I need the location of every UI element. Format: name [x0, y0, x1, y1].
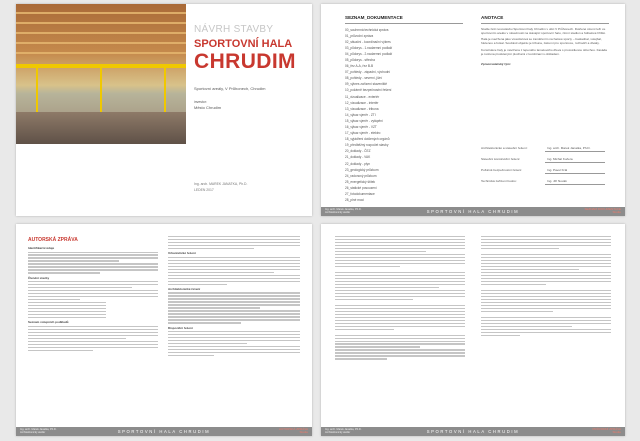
- sports-hall-photo: [16, 4, 186, 144]
- toc-item: 24_radonový průzkum: [345, 173, 377, 178]
- report-section-heading: Dispoziční řešení: [168, 325, 193, 330]
- toc-item: 07_pohledy - západní, východní: [345, 70, 391, 75]
- footer-project: SPORTOVNÍ HALA CHRUDIM: [426, 428, 520, 434]
- footer-phase: Studie: [612, 430, 621, 435]
- team-role: Technická zařízení budov:: [481, 179, 517, 183]
- report-section-heading: Urbanistické řešení: [168, 251, 196, 256]
- toc-item: 09_výkres zařízení staveniště: [345, 82, 387, 87]
- toc-item: 18_vyjádření dotčených orgánů: [345, 137, 390, 142]
- report-section-heading: Architektonické řešení: [168, 286, 201, 291]
- toc-item: 10_požárně bezpečnostní řešení: [345, 88, 392, 93]
- page-footer: [321, 427, 625, 436]
- team-name: Ing. Jiří Novák: [547, 179, 567, 183]
- annotation-paragraph: Konstrukce haly je navržena z lepeného lamelového dřeva s prosvětlenou střechou. Fasáda je tvořena prosklenými plochami v kombinaci s obkladem.: [481, 47, 607, 56]
- footer-studio: Architektonický ateliér: [20, 431, 46, 434]
- toc-item: 25_energetický štítek: [345, 179, 376, 184]
- team-name: Ing. Michal Kučera: [547, 157, 573, 161]
- report-section-heading: Členění stavby: [28, 275, 50, 280]
- toc-item: 08_pohledy - severní, jižní: [345, 76, 383, 81]
- cover-date: LEDEN 2017: [194, 188, 214, 192]
- footer-section: AUTORSKÁ ZPRÁVA: [278, 427, 308, 431]
- toc-item: 26_statické posouzení: [345, 185, 377, 190]
- team-title: Zpracovatelský tým:: [481, 62, 511, 67]
- investor-label: investor:: [194, 100, 207, 104]
- page-footer: [321, 207, 625, 216]
- toc-item: 27_fotodokumentace: [345, 192, 375, 197]
- toc-item: 04_půdorys - 2.nadzemní podlaží: [345, 51, 393, 56]
- toc-item: 02_situační - koordinační výkres: [345, 39, 391, 44]
- footer-section: PRŮVODNÍ ZPRÁVA: [592, 427, 621, 431]
- footer-phase: Studie: [299, 430, 308, 435]
- toc-item: 03_půdorys - 1.nadzemní podlaží: [345, 45, 393, 50]
- toc-item: 13_vizualizace - tribuna: [345, 106, 379, 111]
- footer-studio: Architektonický ateliér: [325, 211, 351, 214]
- team-role: Architektonické a stavební řešení:: [481, 146, 528, 150]
- toc-item: 15_výkaz výměr - vytápění: [345, 118, 383, 123]
- toc-item: 14_výkaz výměr - ZTI: [345, 112, 376, 117]
- annotation-paragraph: Hala je navržena jako víceúčelová se zaměřením na halové sporty – basketbal, volejbal, házenou a futsal. Součástí objektu je tribuna, zázemí pro sportovce, rozhodčí a diváky.: [481, 37, 602, 46]
- cover-heading-red: SPORTOVNÍ HALA: [194, 38, 293, 50]
- cover-subtitle: Sportovní areály, V Průhonech, Chrudim: [194, 86, 266, 91]
- toc-item: 21_doklady - VAK: [345, 155, 371, 160]
- footer-author: Ing. arch. Marek Janatka, Ph.D.: [20, 428, 57, 431]
- toc-list: [345, 27, 463, 204]
- report-section-heading: Seznam vstupních podkladů: [28, 320, 69, 325]
- toc-item: 28_plné moci: [345, 198, 364, 203]
- footer-author: Ing. arch. Marek Janatka, Ph.D.: [325, 208, 362, 211]
- cover-heading-light: NÁVRH STAVBY: [194, 24, 274, 35]
- toc-item: 01_průvodní zpráva: [345, 33, 374, 38]
- toc-item: 00_souhrnná technická zpráva: [345, 27, 389, 32]
- footer-project: SPORTOVNÍ HALA CHRUDIM: [117, 428, 211, 434]
- report-page: [16, 224, 312, 436]
- footer-project: SPORTOVNÍ HALA CHRUDIM: [426, 208, 520, 214]
- page-footer: [16, 427, 312, 436]
- footer-phase: Studie: [612, 210, 621, 215]
- investor-name: Město Chrudim: [194, 105, 222, 110]
- toc-item: 12_vizualizace - interiér: [345, 100, 379, 105]
- team-name: Ing. arch. Marek Janatka, Ph.D.: [547, 146, 591, 150]
- footer-section: SEZNAM DOKUMENTACE: [584, 207, 621, 211]
- toc-item: 23_geologický průzkum: [345, 167, 379, 172]
- cover-page: [16, 4, 312, 216]
- toc-item: 06_řez A-A, řez B-B: [345, 64, 374, 69]
- report-section-heading: Identifikační údaje: [28, 246, 55, 250]
- toc-page: [321, 4, 625, 216]
- cover-heading-big: CHRUDIM: [194, 50, 296, 73]
- cover-author: Ing. arch. MAREK JANATKA, Ph.D.: [194, 182, 248, 186]
- footer-studio: Architektonický ateliér: [325, 431, 351, 434]
- annotation-paragraph: Studie řeší novostavbu Sportovní haly Chrudim v ulici V Průhonech. Dotčené území leží ve sportovním areálu v návaznosti na stávající sportovní halu, zimní stadion a fotbalové hřiště.: [481, 26, 606, 35]
- technical-report-page: [321, 224, 625, 436]
- footer-author: Ing. arch. Marek Janatka, Ph.D.: [325, 428, 362, 431]
- toc-item: 22_doklady - plyn: [345, 161, 370, 166]
- team-role: Požárně bezpečnostní řešení:: [481, 168, 523, 172]
- team-name: Ing. Pavel Král: [547, 168, 568, 172]
- toc-item: 11_vizualizace - exteriér: [345, 94, 380, 99]
- team-role: Stavební konstrukční řešení:: [481, 157, 521, 161]
- toc-item: 19_předběžný rozpočet stavby: [345, 143, 389, 148]
- annotation-title: ANOTACE: [481, 15, 504, 20]
- toc-item: 17_výkaz výměr - elektro: [345, 131, 381, 136]
- toc-item: 05_půdorys - střecha: [345, 57, 375, 62]
- report-title: AUTORSKÁ ZPRÁVA: [28, 237, 78, 243]
- toc-item: 20_doklady - ČEZ: [345, 149, 371, 154]
- toc-title: SEZNAM_DOKUMENTACE: [345, 15, 403, 20]
- toc-item: 16_výkaz výměr - VZT: [345, 125, 377, 129]
